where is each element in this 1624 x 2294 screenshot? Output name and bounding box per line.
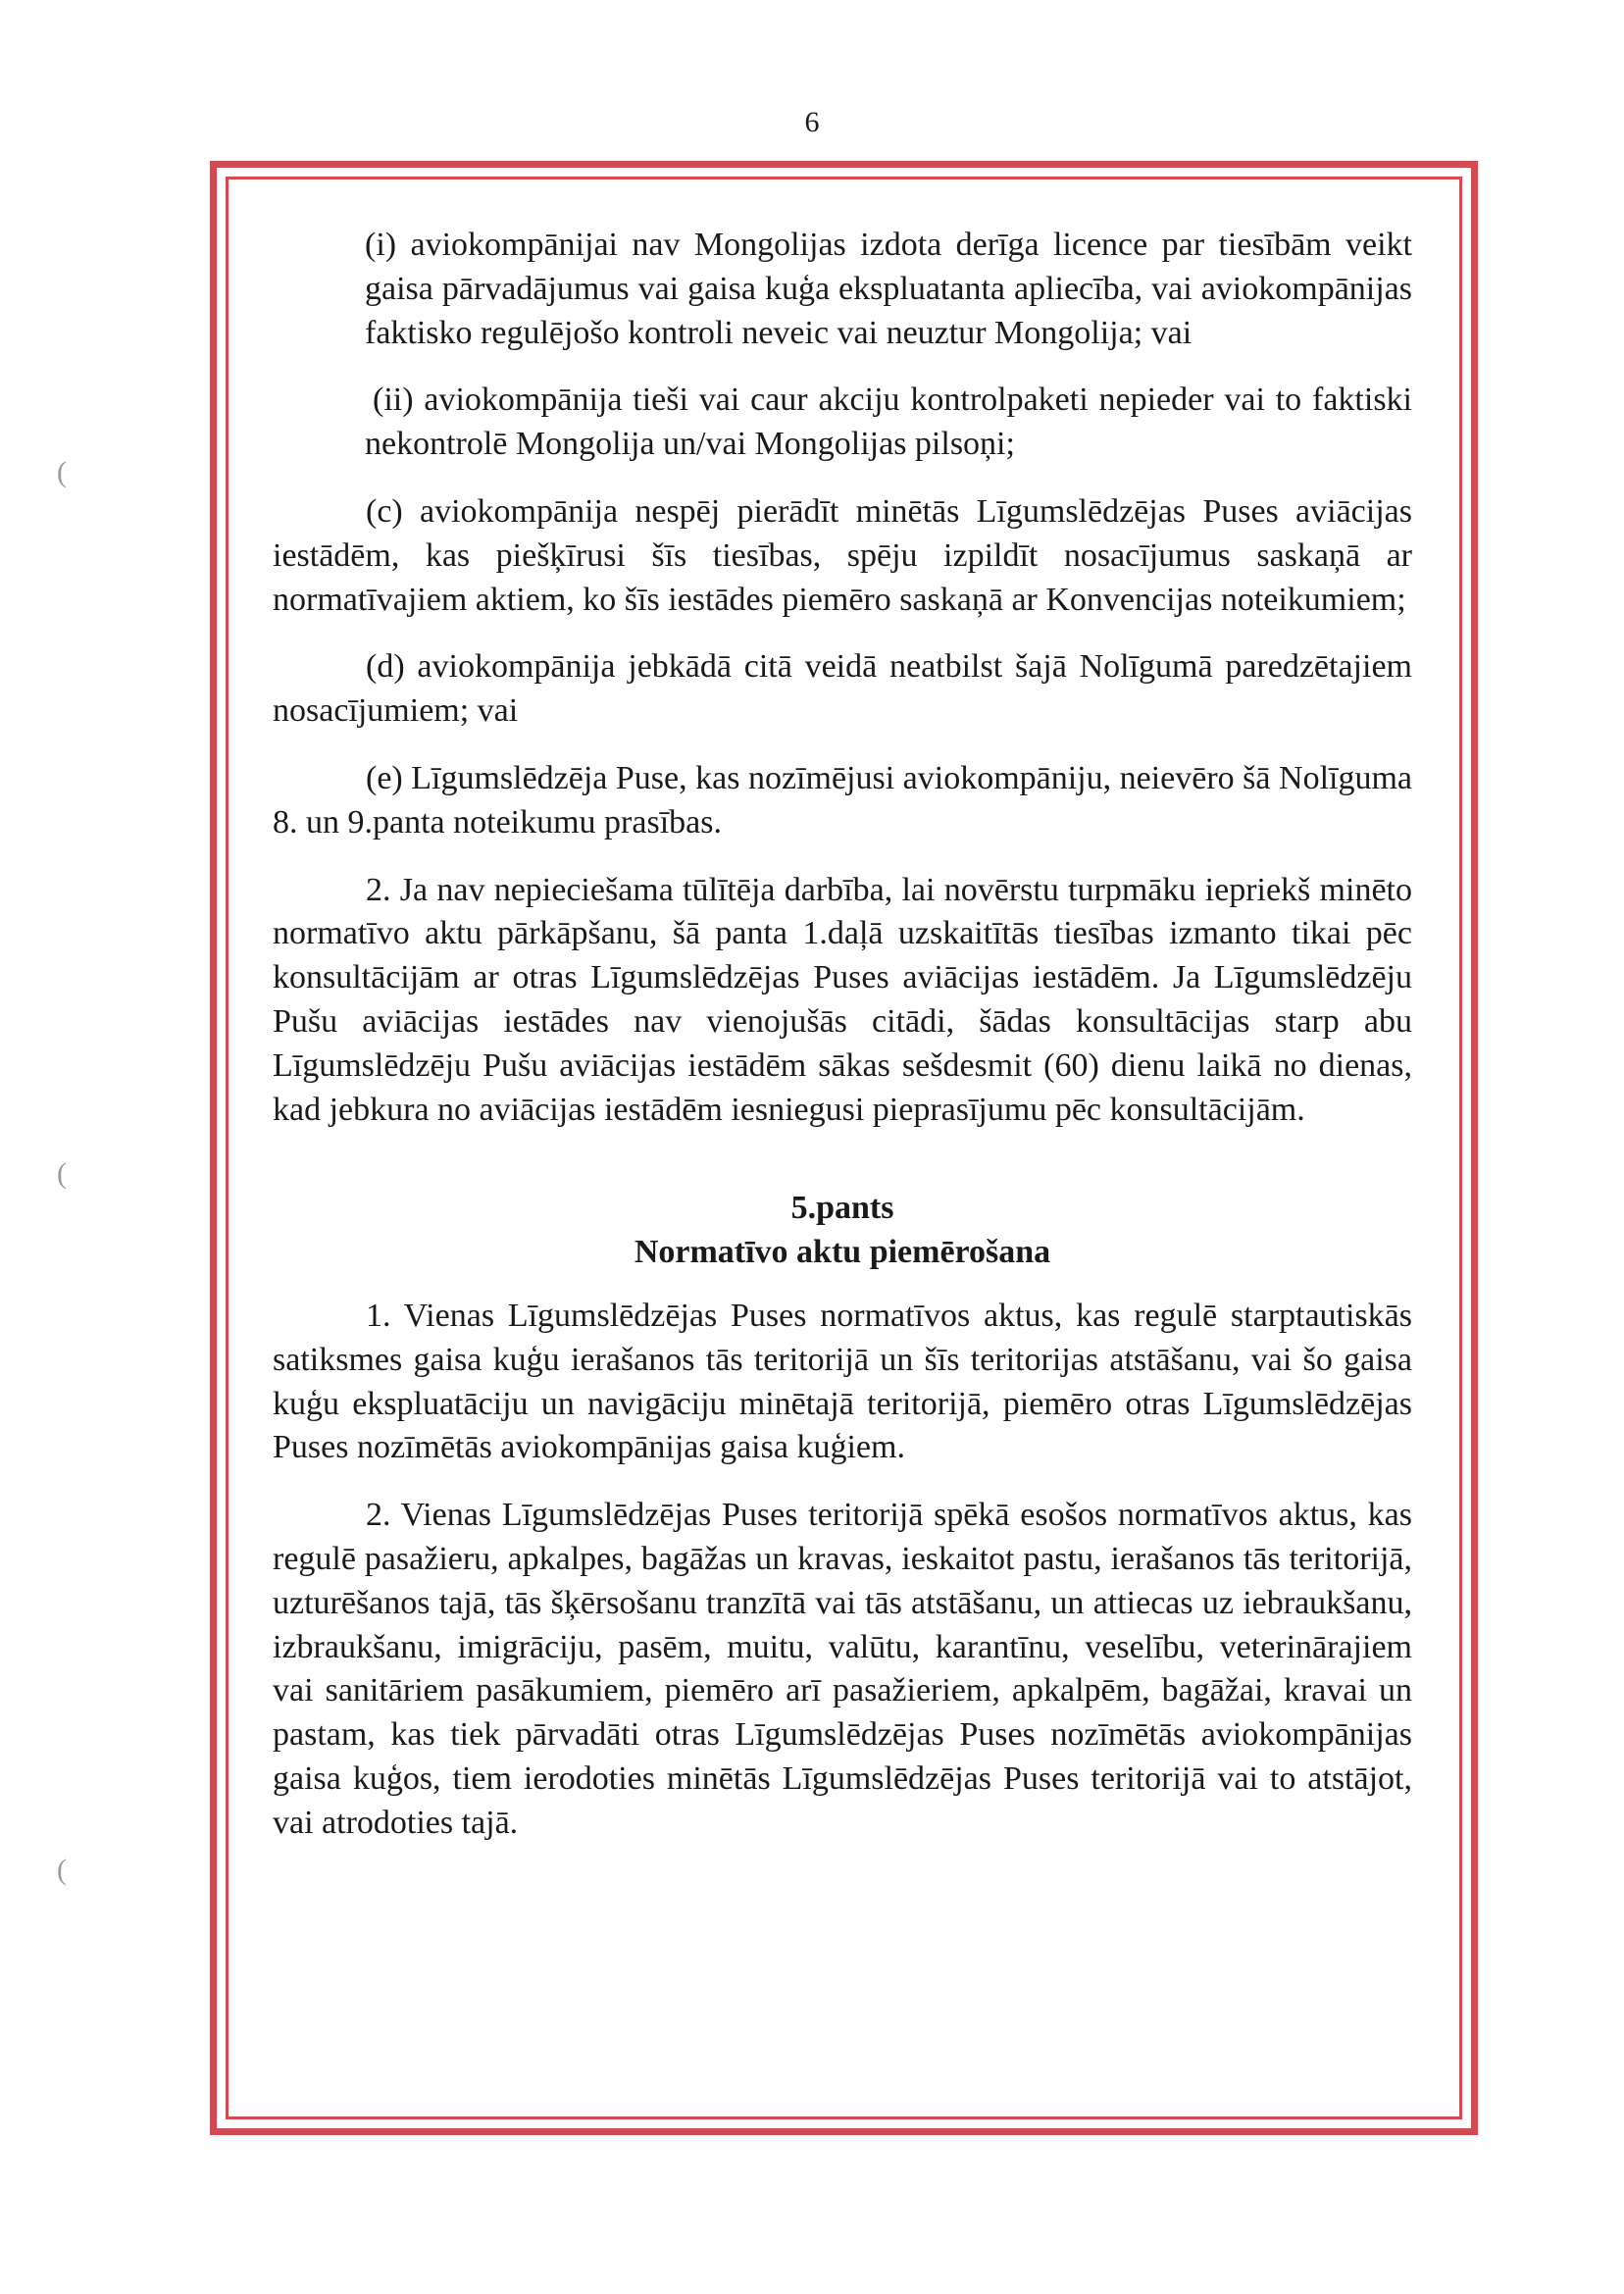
margin-scan-mark: ( [57, 1854, 67, 1886]
article-heading [273, 1187, 1412, 1275]
article-number: 5.pants [790, 1190, 894, 1227]
article-title: Normatīvo aktu piemērošana [634, 1234, 1051, 1271]
paragraph-d: (d) aviokompānija jebkādā citā veidā neatbilst šajā Nolīgumā paredzētajiem nosacījumiem; vai [273, 648, 1412, 730]
paragraph-c: (c) aviokompānija nespēj pierādīt minētās Līgumslēdzējas Puses aviācijas iestādēm, kas piešķīrusi šīs tiesības, spēju izpildīt nosacījumus saskaņā ar normatīvajiem aktiem, ko šīs iestādes piemēro saskaņā ar Konvencijas noteikumiem; [273, 492, 1412, 618]
page-number: 6 [804, 106, 820, 138]
margin-scan-mark: ( [57, 456, 67, 488]
paragraph-ii: (ii) aviokompānija tieši vai caur akciju kontrolpaketi nepieder vai to faktiski nekontrolē Mongolija un/vai Mongolijas pilsoņi; [365, 382, 1412, 463]
margin-scan-mark: ( [57, 1157, 67, 1190]
document-body [273, 224, 1412, 1869]
article-paragraph-1: 1. Vienas Līgumslēdzējas Puses normatīvos aktus, kas regulē starptautiskās satiksmes gaisa kuģu ierašanos tās teritorijā un šīs teritorijas atstāšanu, vai šo gaisa kuģu ekspluatāciju un navigāciju minētajā teritorijā, piemēro otras Līgumslēdzējas Puses nozīmētās aviokompānijas gaisa kuģiem. [273, 1297, 1412, 1466]
article-paragraph-2: 2. Vienas Līgumslēdzējas Puses teritorijā spēkā esošos normatīvos aktus, kas regulē pasažieru, apkalpes, bagāžas un kravas, ieskaitot pastu, ierašanos tās teritorijā, uzturēšanos tajā, tās šķērsošanu tranzītā vai tās atstāšanu, un attiecas uz iebraukšanu, izbraukšanu, imigrāciju, pasēm, muitu, valūtu, karantīnu, veselību, veterinārajiem vai sanitāriem pasākumiem, piemēro arī pasažieriem, apkalpēm, bagāžai, kravai un pastam, kas tiek pārvadāti otras Līgumslēdzējas Puses nozīmētās aviokompānijas gaisa kuģos, tiem ierodoties minētās Līgumslēdzējas Puses teritorijā vai to atstājot, vai atrodoties tajā. [273, 1497, 1412, 1841]
paragraph-2: 2. Ja nav nepieciešama tūlītēja darbība, lai novērstu turpmāku iepriekš minēto normatīvo aktu pārkāpšanu, šā panta 1.daļā uzskaitītās tiesības izmanto tikai pēc konsultācijām ar otras Līgumslēdzējas Puses aviācijas iestādēm. Ja Līgumslēdzēju Pušu aviācijas iestādes nav vienojušās citādi, šādas konsultācijas starp abu Līgumslēdzēju Pušu aviācijas iestādēm sākas sešdesmit (60) dienu laikā no dienas, kad jebkura no aviācijas iestādēm iesniegusi pieprasījumu pēc konsultācijām. [273, 871, 1412, 1128]
paragraph-i: (i) aviokompānijai nav Mongolijas izdota derīga licence par tiesībām veikt gaisa pārvadājumus vai gaisa kuģa ekspluatanta apliecība, vai aviokompānijas faktisko regulējošo kontroli neveic vai neuztur Mongolija; vai [365, 227, 1412, 351]
paragraph-e: (e) Līgumslēdzēja Puse, kas nozīmējusi aviokompāniju, neievēro šā Nolīguma 8. un 9.panta noteikumu prasības. [273, 759, 1412, 841]
